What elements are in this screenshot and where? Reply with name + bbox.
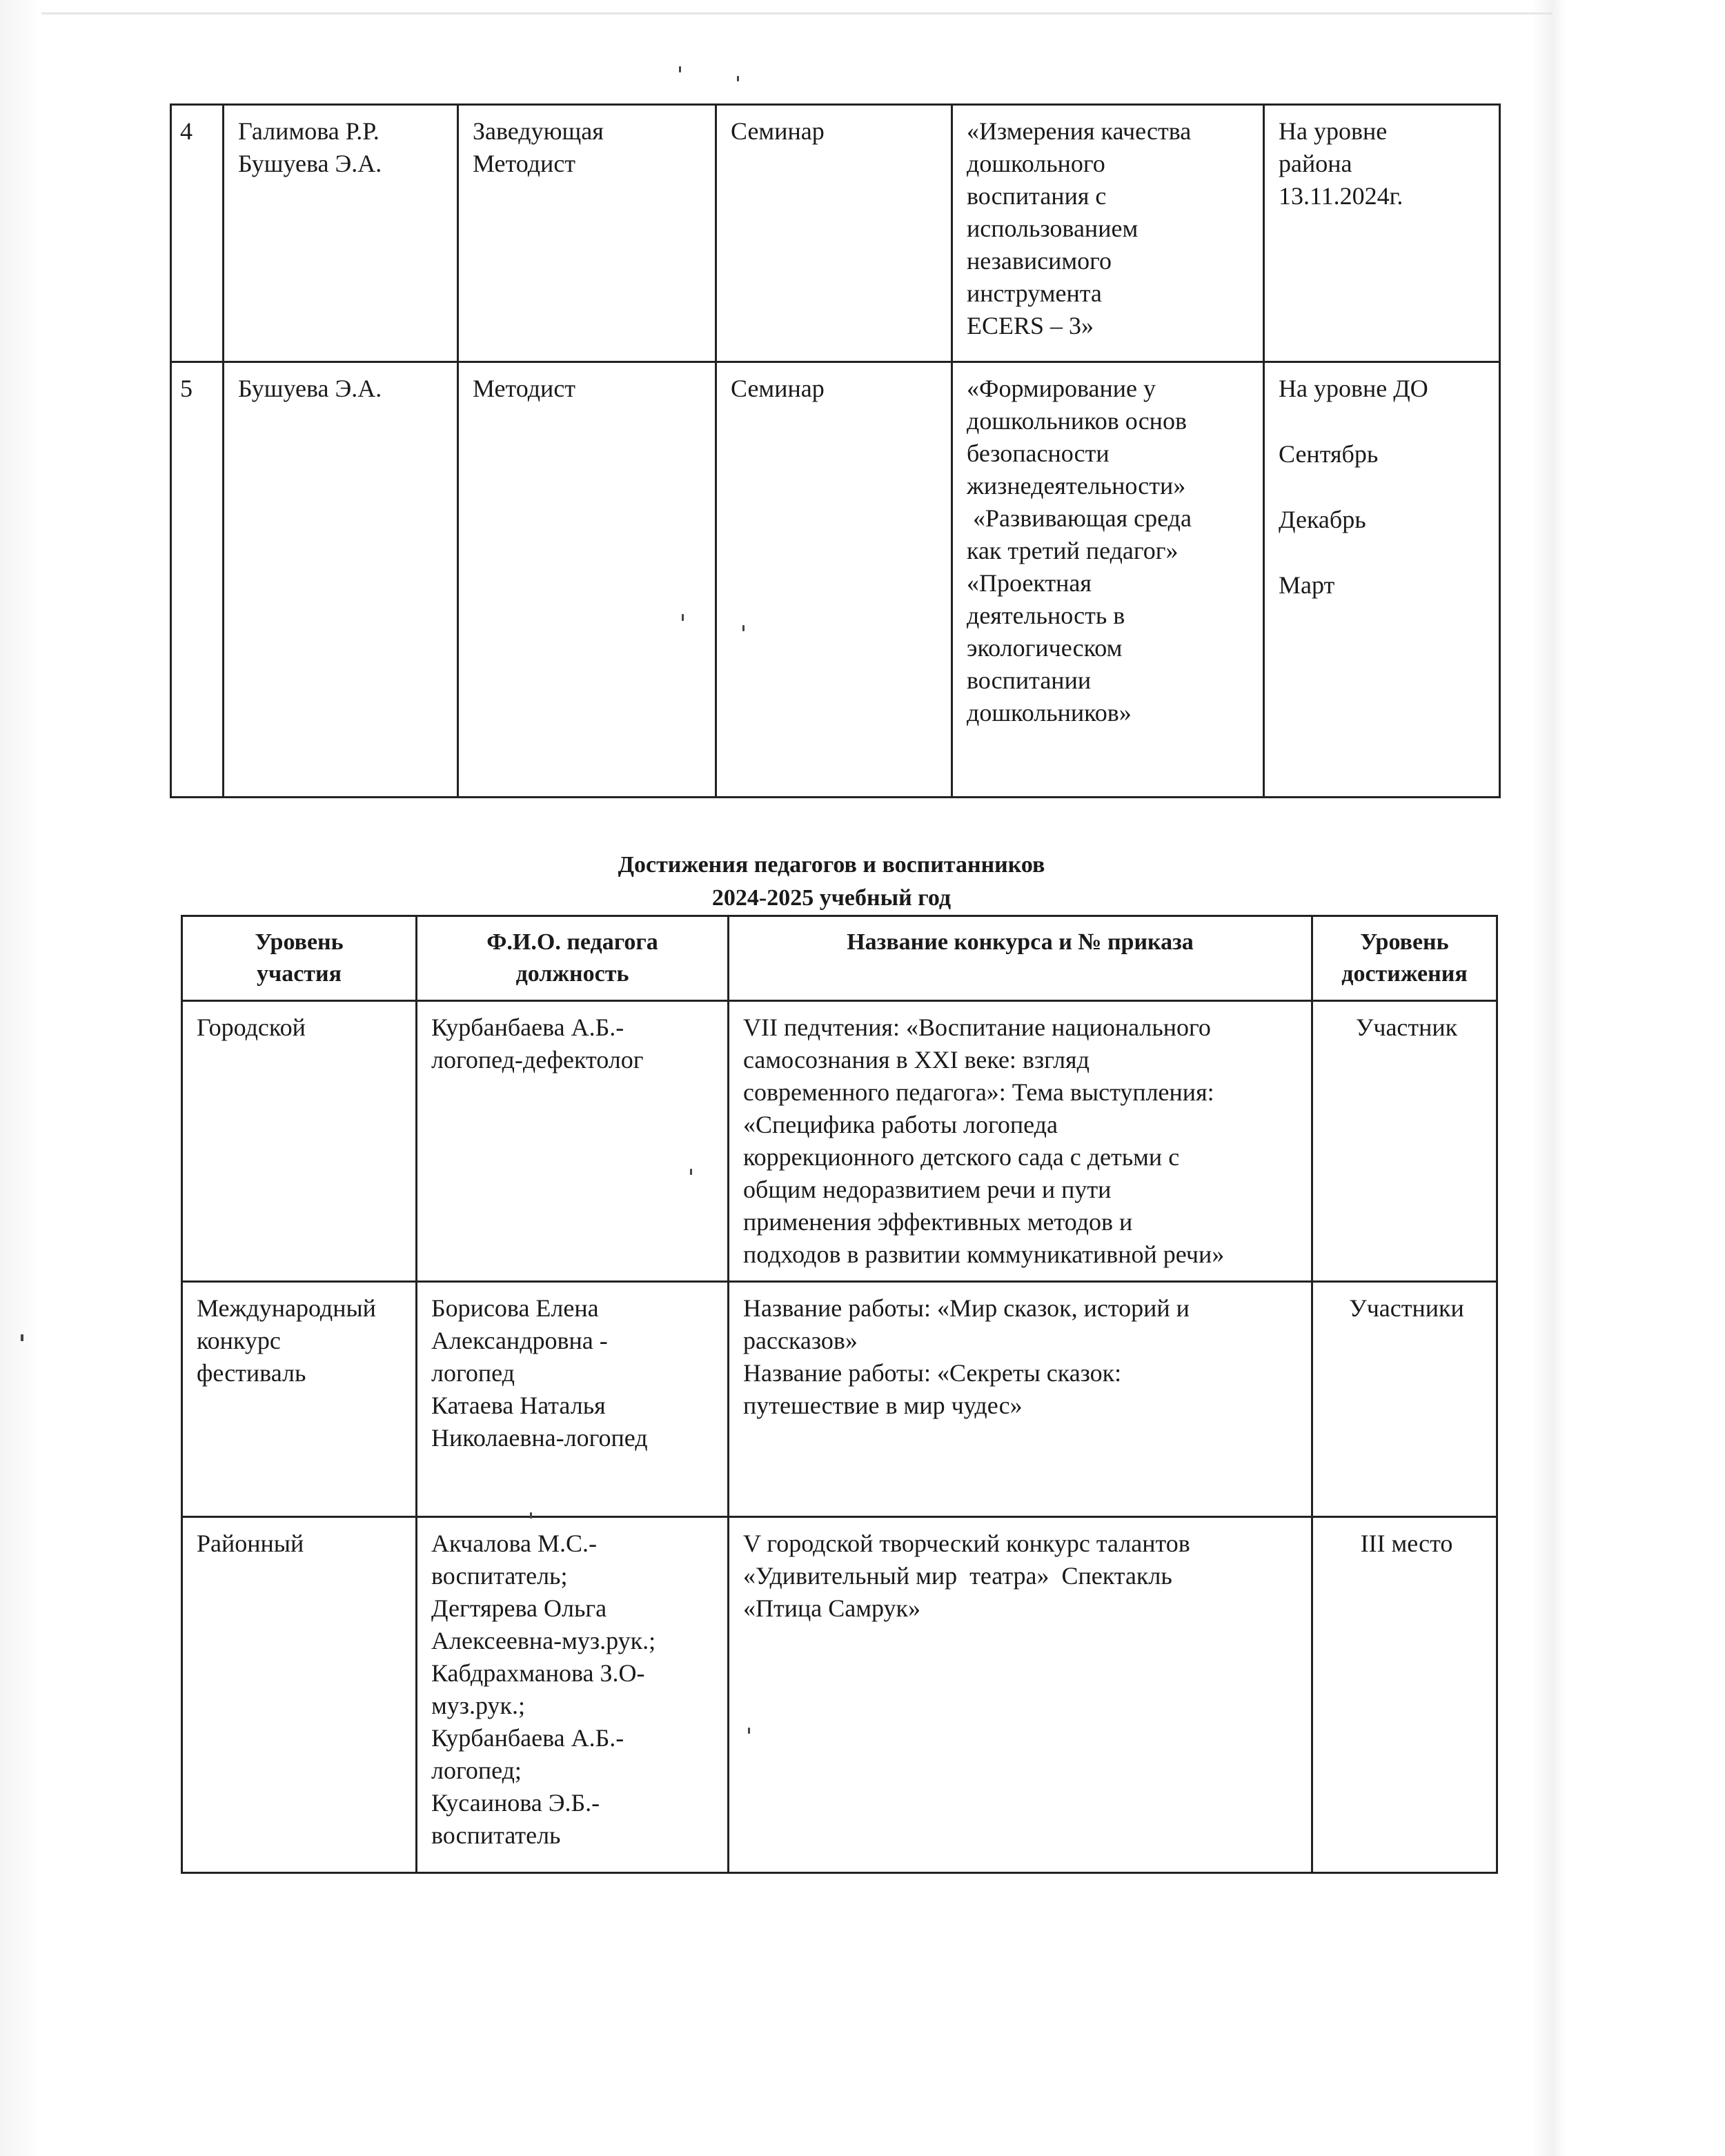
table-row	[182, 1282, 1497, 1517]
table-row	[171, 362, 1500, 798]
name-line: Бушуева Э.А.	[238, 150, 382, 177]
level-line: фестиваль	[197, 1359, 306, 1387]
topic-line: экологическом	[967, 634, 1123, 662]
scan-speck	[21, 1334, 23, 1341]
scan-speck	[748, 1728, 750, 1734]
contest-line: «Птица Самрук»	[743, 1594, 921, 1622]
participant-names	[224, 362, 458, 798]
contest-line: самосознания в XXI веке: взгляд	[743, 1046, 1090, 1074]
table-header-row	[182, 916, 1497, 1001]
topic-line: «Формирование у	[967, 375, 1156, 402]
row-number: 4	[171, 105, 224, 362]
teacher-line: Дегтярева Ольга	[431, 1594, 607, 1622]
date-line: 13.11.2024г.	[1279, 182, 1403, 210]
topic-line: дошкольников основ	[967, 407, 1187, 435]
level-line: района	[1279, 150, 1352, 177]
event-level-date	[1264, 362, 1500, 798]
teacher-line: логопед;	[431, 1757, 522, 1784]
contest-line: Название работы: «Секреты сказок:	[743, 1359, 1122, 1387]
teacher-line: воспитатель;	[431, 1562, 568, 1590]
level-line: На уровне ДО	[1279, 375, 1428, 402]
scan-speck	[530, 1512, 532, 1519]
header-contest	[729, 916, 1312, 1001]
participation-level	[182, 1517, 417, 1873]
position-line: Заведующая	[473, 117, 604, 145]
header-line: Название конкурса и № приказа	[847, 929, 1194, 955]
achievement-result: Участники	[1312, 1282, 1497, 1517]
contest-line: «Удивительный мир театра» Спектакль	[743, 1562, 1172, 1590]
header-level	[182, 916, 417, 1001]
spacer	[1279, 471, 1489, 504]
header-line: Уровень	[1360, 929, 1449, 955]
header-teacher	[417, 916, 729, 1001]
topic-line: «Проектная	[967, 569, 1092, 597]
heading-year: 2024-2025 учебный год	[711, 885, 952, 911]
event-level-date	[1264, 105, 1500, 362]
topic-line: дошкольников»	[967, 699, 1132, 726]
topic-line: как третий педагог»	[967, 537, 1179, 564]
topic-line: жизнедеятельности»	[967, 472, 1186, 500]
scan-speck	[682, 614, 684, 621]
level-line: конкурс	[197, 1327, 281, 1354]
event-topic	[952, 105, 1264, 362]
section-heading	[483, 849, 1180, 915]
topic-line: дошкольного	[967, 150, 1105, 177]
heading-title: Достижения педагогов и воспитанников	[618, 852, 1045, 878]
header-line: Уровень	[255, 929, 344, 955]
teacher-line: Александровна -	[431, 1327, 608, 1354]
level-line: На уровне	[1279, 117, 1388, 145]
scan-speck	[679, 66, 681, 72]
name-line: Бушуева Э.А.	[238, 375, 382, 402]
participant-positions	[458, 362, 716, 798]
teacher-line: Борисова Елена	[431, 1294, 599, 1322]
teacher-line: Кусаинова Э.Б.-	[431, 1789, 600, 1817]
header-line: Ф.И.О. педагога	[486, 929, 658, 955]
participant-positions	[458, 105, 716, 362]
achievement-result: Участник	[1312, 1001, 1497, 1282]
event-topic	[952, 362, 1264, 798]
achievements-table	[181, 915, 1498, 1874]
topic-line: «Развивающая среда	[967, 504, 1192, 532]
participation-level	[182, 1001, 417, 1282]
teacher-line: Акчалова М.С.-	[431, 1530, 597, 1557]
row-number: 5	[171, 362, 224, 798]
contest-line: «Специфика работы логопеда	[743, 1111, 1058, 1138]
spacer	[1279, 405, 1489, 438]
teacher-line: логопед-дефектолог	[431, 1046, 644, 1074]
name-line: Галимова Р.Р.	[238, 117, 379, 145]
contest-line: общим недоразвитием речи и пути	[743, 1176, 1112, 1203]
table-row	[182, 1001, 1497, 1282]
teacher-line: Курбанбаева А.Б.-	[431, 1013, 624, 1041]
participant-names	[224, 105, 458, 362]
contest-line: применения эффективных методов и	[743, 1208, 1133, 1236]
contest-line: путешествие в мир чудес»	[743, 1392, 1023, 1419]
teacher-line: Катаева Наталья	[431, 1392, 606, 1419]
teacher-line: Курбанбаева А.Б.-	[431, 1724, 624, 1752]
teacher-line: логопед	[431, 1359, 515, 1387]
teacher-names	[417, 1517, 729, 1873]
topic-line: воспитания с	[967, 182, 1107, 210]
topic-line: независимого	[967, 247, 1112, 275]
participation-level	[182, 1282, 417, 1517]
contest-line: современного педагога»: Тема выступления:	[743, 1078, 1214, 1106]
teacher-line: Николаевна-логопед	[431, 1424, 648, 1452]
header-result	[1312, 916, 1497, 1001]
position-line: Методист	[473, 375, 576, 402]
achievement-result: III место	[1312, 1517, 1497, 1873]
header-line: должность	[515, 961, 629, 987]
table-row	[171, 105, 1500, 362]
position-line: Методист	[473, 150, 576, 177]
contest-title	[729, 1001, 1312, 1282]
header-line: достижения	[1341, 961, 1468, 987]
teacher-line: воспитатель	[431, 1821, 561, 1849]
scan-speck	[742, 625, 745, 631]
teacher-line: муз.рук.;	[431, 1692, 526, 1719]
topic-line: деятельность в	[967, 602, 1125, 629]
level-line: Городской	[197, 1013, 306, 1041]
teacher-names	[417, 1001, 729, 1282]
date-line: Март	[1279, 571, 1335, 599]
event-form: Семинар	[716, 362, 952, 798]
event-form: Семинар	[716, 105, 952, 362]
topic-line: безопасности	[967, 439, 1110, 467]
contest-line: V городской творческий конкурс талантов	[743, 1530, 1190, 1557]
scan-edge	[41, 12, 1552, 14]
seminars-table	[170, 103, 1501, 798]
scan-speck	[737, 76, 739, 81]
level-line: Районный	[197, 1530, 304, 1557]
contest-title	[729, 1282, 1312, 1517]
teacher-line: Кабдрахманова З.О-	[431, 1659, 645, 1687]
topic-line: инструмента	[967, 279, 1102, 307]
contest-title	[729, 1517, 1312, 1873]
contest-line: рассказов»	[743, 1327, 858, 1354]
spacer	[1279, 536, 1489, 569]
topic-line: использованием	[967, 215, 1138, 242]
topic-line: «Измерения качества	[967, 117, 1192, 145]
level-line: Международный	[197, 1294, 376, 1322]
teacher-names	[417, 1282, 729, 1517]
header-line: участия	[257, 961, 342, 987]
topic-line: ECERS – 3»	[967, 312, 1094, 339]
contest-line: подходов в развитии коммуникативной речи»	[743, 1240, 1225, 1268]
date-line: Сентябрь	[1279, 440, 1379, 468]
contest-line: Название работы: «Мир сказок, историй и	[743, 1294, 1190, 1322]
topic-line: воспитании	[967, 666, 1092, 694]
table-row	[182, 1517, 1497, 1873]
date-line: Декабрь	[1279, 506, 1366, 533]
contest-line: VII педчтения: «Воспитание национального	[743, 1013, 1211, 1041]
contest-line: коррекционного детского сада с детьми с	[743, 1143, 1180, 1171]
scan-speck	[690, 1169, 692, 1175]
teacher-line: Алексеевна-муз.рук.;	[431, 1627, 656, 1654]
